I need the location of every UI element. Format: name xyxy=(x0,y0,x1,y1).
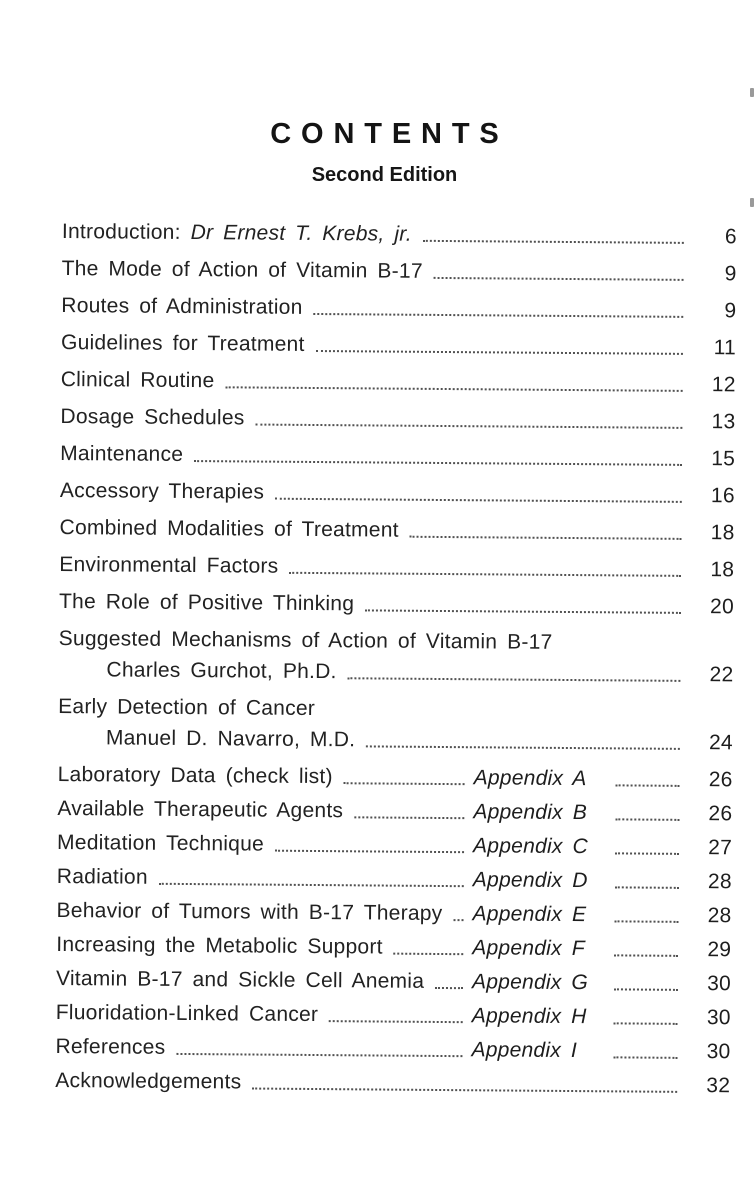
toc-appendix-label: Appendix I xyxy=(471,1038,578,1063)
toc-entry-author-line xyxy=(58,658,733,687)
toc-page-number: 32 xyxy=(706,1074,731,1098)
dotted-leader xyxy=(453,919,463,921)
toc-entry-title: Available Therapeutic Agents xyxy=(57,796,344,823)
toc-page-number: 20 xyxy=(710,595,735,619)
toc-entry xyxy=(57,865,732,894)
dotted-leader xyxy=(329,1020,463,1023)
toc-entry-title: Behavior of Tumors with B-17 Therapy xyxy=(56,898,443,926)
toc-appendix-label: Appendix E xyxy=(472,902,587,927)
dotted-leader xyxy=(616,784,680,787)
scan-artifact xyxy=(750,88,754,97)
toc-entry xyxy=(62,257,737,286)
toc-entry xyxy=(57,797,732,826)
toc-page-number: 11 xyxy=(713,336,737,360)
dotted-leader xyxy=(354,816,464,819)
dotted-leader xyxy=(289,572,681,577)
toc-entry-title: Clinical Routine xyxy=(60,367,215,393)
dotted-leader xyxy=(615,886,679,889)
dotted-leader xyxy=(614,988,678,991)
toc-page-number: 28 xyxy=(707,904,732,928)
toc-page-number: 18 xyxy=(710,558,735,582)
toc-entry xyxy=(55,1069,730,1098)
toc-entry-title: References xyxy=(55,1034,166,1059)
toc-page-number: 9 xyxy=(724,299,737,323)
toc-entry-title: Radiation xyxy=(56,864,148,889)
toc-entry xyxy=(60,442,735,471)
toc-entry xyxy=(58,627,733,687)
dotted-leader xyxy=(410,536,682,540)
heading-block xyxy=(62,118,707,187)
toc-page-number: 15 xyxy=(711,447,736,471)
dotted-leader xyxy=(252,1088,677,1093)
toc-entry-title: The Role of Positive Thinking xyxy=(58,589,355,616)
toc-entry xyxy=(61,294,736,323)
toc-entry xyxy=(59,590,734,619)
toc-page-number: 12 xyxy=(711,373,736,397)
page-subtitle: Second Edition xyxy=(311,164,458,186)
toc-entry xyxy=(56,1001,731,1030)
scan-artifact xyxy=(750,198,754,207)
toc-entry xyxy=(61,331,736,360)
dotted-leader xyxy=(159,883,464,887)
toc-entry-title: The Mode of Action of Vitamin B-17 xyxy=(61,256,423,283)
dotted-leader xyxy=(614,954,678,957)
toc-entry xyxy=(57,831,732,860)
toc-entry-title: Early Detection of Cancer xyxy=(58,694,316,721)
toc-appendix-label: Appendix H xyxy=(471,1004,587,1029)
toc-appendix-label: Appendix D xyxy=(472,868,588,893)
dotted-leader xyxy=(614,1022,678,1025)
toc-entry-title: Combined Modalities of Treatment xyxy=(59,515,399,542)
dotted-leader xyxy=(613,1056,677,1059)
toc-appendix-label: Appendix F xyxy=(472,936,585,961)
toc-page-number: 30 xyxy=(706,1006,731,1030)
dotted-leader xyxy=(348,677,681,682)
toc-entry xyxy=(56,967,731,996)
toc-entry xyxy=(55,1035,730,1064)
dotted-leader xyxy=(275,498,682,503)
toc-entry-title: Suggested Mechanisms of Action of Vitamin B-17 xyxy=(58,626,553,654)
toc-page-number: 30 xyxy=(707,972,732,996)
dotted-leader xyxy=(423,240,684,244)
toc-page-number: 13 xyxy=(711,410,736,434)
dotted-leader xyxy=(313,313,683,318)
toc-page-number: 29 xyxy=(707,938,732,962)
toc-entry-title: Routes of Administration xyxy=(61,293,303,319)
toc-entry-author: Dr Ernest T. Krebs, jr. xyxy=(190,221,412,246)
toc-entry xyxy=(56,933,731,962)
toc-entry xyxy=(56,899,731,928)
toc-entry-title: Accessory Therapies xyxy=(59,478,265,504)
toc-page-number: 16 xyxy=(710,484,735,508)
toc-entry-title: Environmental Factors xyxy=(59,552,279,578)
toc-page-number: 30 xyxy=(706,1040,731,1064)
toc-page-number: 28 xyxy=(707,870,732,894)
toc-entry xyxy=(59,553,734,582)
toc-entry-title: Increasing the Metabolic Support xyxy=(56,932,383,959)
dotted-leader xyxy=(394,953,464,956)
toc-entry xyxy=(60,479,735,508)
toc-appendix-label: Appendix A xyxy=(473,766,587,791)
dotted-leader xyxy=(615,818,679,821)
dotted-leader xyxy=(256,424,683,429)
toc-entry-author-line xyxy=(58,726,733,755)
toc-entry-title: Guidelines for Treatment xyxy=(60,330,305,356)
dotted-leader xyxy=(275,850,464,853)
toc-entry xyxy=(60,405,735,434)
dotted-leader xyxy=(225,386,682,392)
toc-entry xyxy=(58,763,733,792)
toc-page-number: 26 xyxy=(708,768,733,792)
toc-appendix-label: Appendix B xyxy=(473,800,588,825)
toc-entry xyxy=(58,695,733,755)
toc-appendix-label: Appendix G xyxy=(471,970,589,995)
toc-entry xyxy=(59,516,734,545)
toc-entry xyxy=(62,220,737,249)
toc-appendix-label: Appendix C xyxy=(473,834,589,859)
dotted-leader xyxy=(176,1053,462,1057)
dotted-leader xyxy=(435,987,463,989)
page-title: CONTENTS xyxy=(270,118,509,150)
toc-entry-title: Maintenance xyxy=(60,441,184,466)
table-of-contents xyxy=(55,220,737,1098)
toc-page-number: 18 xyxy=(710,521,735,545)
dotted-leader xyxy=(615,920,679,923)
toc-entry-label: Introduction: xyxy=(61,220,181,244)
toc-entry-title: Dosage Schedules xyxy=(60,404,245,430)
toc-entry-title: Acknowledgements xyxy=(55,1068,242,1094)
toc-entry-title: Meditation Technique xyxy=(57,830,265,856)
dotted-leader xyxy=(194,460,682,466)
toc-page-number: 24 xyxy=(708,731,734,755)
toc-entry xyxy=(61,368,736,397)
toc-entry-title xyxy=(62,220,412,247)
toc-entry-title: Vitamin B-17 and Sickle Cell Anemia xyxy=(55,966,425,993)
dotted-leader xyxy=(365,609,681,613)
toc-entry-title: Laboratory Data (check list) xyxy=(57,762,333,789)
toc-entry-author: Manuel D. Navarro, M.D. xyxy=(105,726,356,752)
dotted-leader xyxy=(615,852,679,855)
toc-page-number: 22 xyxy=(709,663,734,687)
dotted-leader xyxy=(344,782,465,785)
toc-entry-author: Charles Gurchot, Ph.D. xyxy=(106,658,337,684)
toc-page-number: 6 xyxy=(724,225,737,249)
toc-page-number: 9 xyxy=(724,262,737,286)
dotted-leader xyxy=(316,350,683,355)
toc-page-number: 27 xyxy=(708,836,733,860)
dotted-leader xyxy=(366,745,680,749)
toc-page-number: 26 xyxy=(708,802,733,826)
dotted-leader xyxy=(434,277,684,281)
toc-entry-title: Fluoridation-Linked Cancer xyxy=(55,1000,319,1027)
